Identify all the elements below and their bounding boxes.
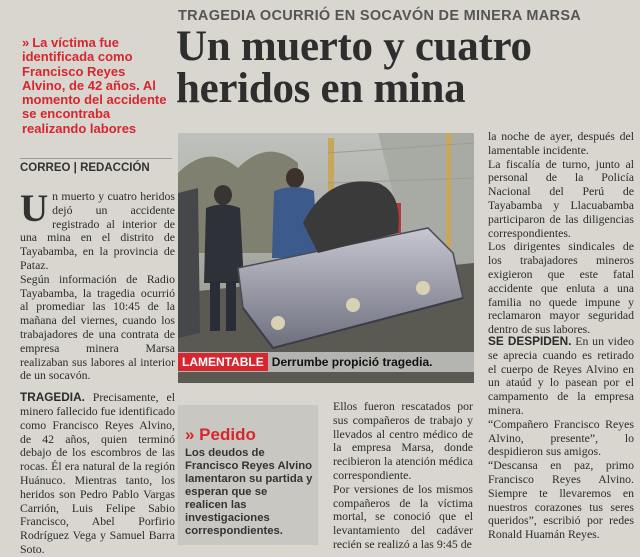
- colright-paragraph-6: “Descansa en paz, primo Francisco Reyes Alvino. Siempre te llevaremos en nuestros corazones tus seres queridos”, escribió por redes Ronald Huamán Reyes.: [488, 458, 634, 542]
- headline-line-2: heridos en mina: [176, 65, 466, 112]
- caption-text: Derrumbe propició tragedia.: [271, 355, 433, 369]
- colright-paragraph-5: “Compañero Francisco Reyes Alvino, presente”, lo despidieron sus amigos.: [488, 416, 634, 459]
- colright-paragraph-2: La fiscalía de turno, junto al personal de la Policía Nacional del Perú de Tayabamba y Llacuabamba participaron de las diligencias correspondientes.: [488, 156, 634, 240]
- caption-label: LAMENTABLE: [178, 353, 268, 371]
- column-middle: [333, 400, 473, 552]
- pedido-title: » Pedido: [185, 425, 256, 444]
- news-photo: [178, 133, 474, 383]
- colright-paragraph-1: la noche de ayer, después del lamentable incidente.: [488, 129, 634, 157]
- col1-lead-tragedia: TRAGEDIA.: [20, 390, 85, 405]
- colright-paragraph-4-text: En un video se aprecia cuando es retirado el cuerpo de Reyes Alvino en un ataúd y lo pasean por el campamento de la empresa minera.: [488, 334, 634, 417]
- colmid-paragraph-2: Por versiones de los mismos compañeros de la víctima mortal, se conoció que el levantamiento del cadáver recién se realizó a las 9:45 de: [333, 481, 473, 551]
- colright-paragraph-4: [488, 335, 634, 418]
- column-right: [488, 130, 634, 337]
- col1-paragraph-2: Según información de Radio Tayabamba, la tragedia ocurrió al promediar las 10:45 de la mañana del viernes, cuando los trabajadores de una contrata de empresa minera Marsa realizaban sus labores al interior de un socavón.: [20, 271, 175, 383]
- colright-lead-se-despiden: SE DESPIDEN.: [488, 334, 572, 348]
- colright-paragraph-3: Los dirigentes sindicales de los trabajadores mineros exigieron que este fatal accidente que enluta a una familia no quede impune y reclamaron mayor seguridad dentro de sus labores.: [488, 239, 634, 337]
- column-1: [20, 187, 175, 557]
- col1-paragraph-3-text: Precisamente, el minero fallecido fue identificado como Francisco Reyes Alvino, de 42 años, quien terminó debajo de los escombros de las rocas. Él era natural de la región Huánuco. Mientras tanto, los heridos son Pedro Pablo Vargas Carrión, Luis Felipe Sabio Francisco, Abel Porfirio Rodríguez Vega y Samuel Barra Soto.: [20, 390, 175, 556]
- summary: [22, 36, 170, 136]
- photo-illustration: [178, 133, 474, 383]
- headline: [176, 23, 636, 112]
- summary-bullet: »: [22, 35, 30, 50]
- pedido-text: Los deudos de Francisco Reyes Alvino lamentaron su partida y esperan que se realicen las investigaciones correspondientes.: [185, 447, 313, 537]
- col1-paragraph-3: [20, 391, 175, 557]
- summary-text: La víctima fue identificada como Francisco Reyes Alvino, de 42 años. Al momento del accidente se encontraba realizando labores: [22, 35, 167, 136]
- col1-paragraph-1: n muerto y cuatro heridos dejó un accidente registrado al interior de una mina en el distrito de Tayabamba, en la provincia de Pataz.: [20, 189, 175, 272]
- drop-cap: U: [20, 187, 49, 230]
- headline-line-1: Un muerto y cuatro: [176, 23, 532, 70]
- column-right-lower: [488, 335, 634, 542]
- kicker: TRAGEDIA OCURRIÓ EN SOCAVÓN DE MINERA MARSA: [178, 8, 582, 24]
- byline: CORREO | REDACCIÓN: [20, 158, 172, 174]
- photo-caption: [178, 352, 474, 372]
- colmid-paragraph-1: Ellos fueron rescatados por sus compañeros de trabajo y llevados al centro médico de la empresa Marsa, donde recibieron la atención médica correspondiente.: [333, 399, 473, 482]
